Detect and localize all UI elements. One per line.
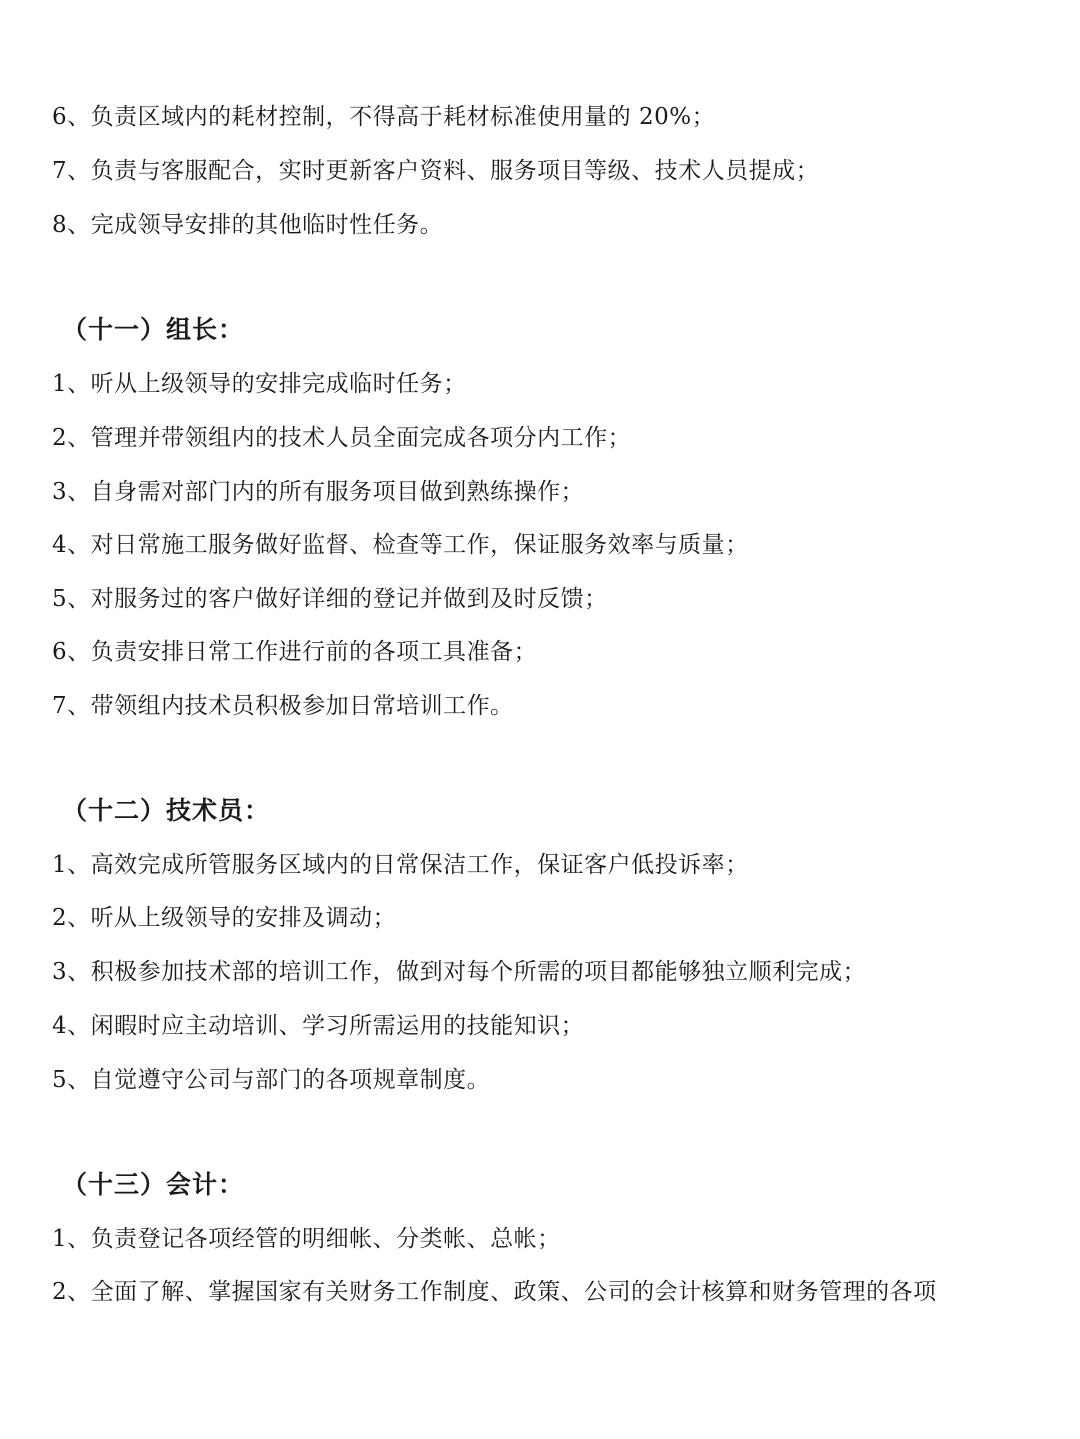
list-item: 1、负责登记各项经管的明细帐、分类帐、总帐；	[52, 1226, 561, 1252]
list-item: 6、负责安排日常工作进行前的各项工具准备；	[52, 639, 538, 665]
list-item: 3、自身需对部门内的所有服务项目做到熟练操作；	[52, 479, 585, 505]
section-heading-group-leader: （十一）组长：	[62, 315, 245, 344]
list-item: 2、全面了解、掌握国家有关财务工作制度、政策、公司的会计核算和财务管理的各项	[52, 1279, 937, 1305]
list-item: 5、自觉遵守公司与部门的各项规章制度。	[52, 1067, 491, 1093]
list-item: 4、闲暇时应主动培训、学习所需运用的技能知识；	[52, 1013, 585, 1039]
list-item: 6、负责区域内的耗材控制，不得高于耗材标准使用量的 20%；	[52, 104, 716, 130]
list-item: 2、听从上级领导的安排及调动；	[52, 905, 397, 931]
list-item: 4、对日常施工服务做好监督、检查等工作，保证服务效率与质量；	[52, 532, 749, 558]
list-item: 1、听从上级领导的安排完成临时任务；	[52, 371, 467, 397]
list-item: 5、对服务过的客户做好详细的登记并做到及时反馈；	[52, 586, 608, 612]
section-heading-accountant: （十三）会计：	[62, 1170, 245, 1199]
section-heading-technician: （十二）技术员：	[62, 796, 271, 825]
list-item: 7、带领组内技术员积极参加日常培训工作。	[52, 693, 514, 719]
list-item: 7、负责与客服配合，实时更新客户资料、服务项目等级、技术人员提成；	[52, 158, 820, 184]
list-item: 3、积极参加技术部的培训工作，做到对每个所需的项目都能够独立顺利完成；	[52, 959, 867, 985]
list-item: 8、完成领导安排的其他临时性任务。	[52, 212, 444, 238]
list-item: 2、管理并带领组内的技术人员全面完成各项分内工作；	[52, 425, 632, 451]
list-item: 1、高效完成所管服务区域内的日常保洁工作，保证客户低投诉率；	[52, 852, 749, 878]
